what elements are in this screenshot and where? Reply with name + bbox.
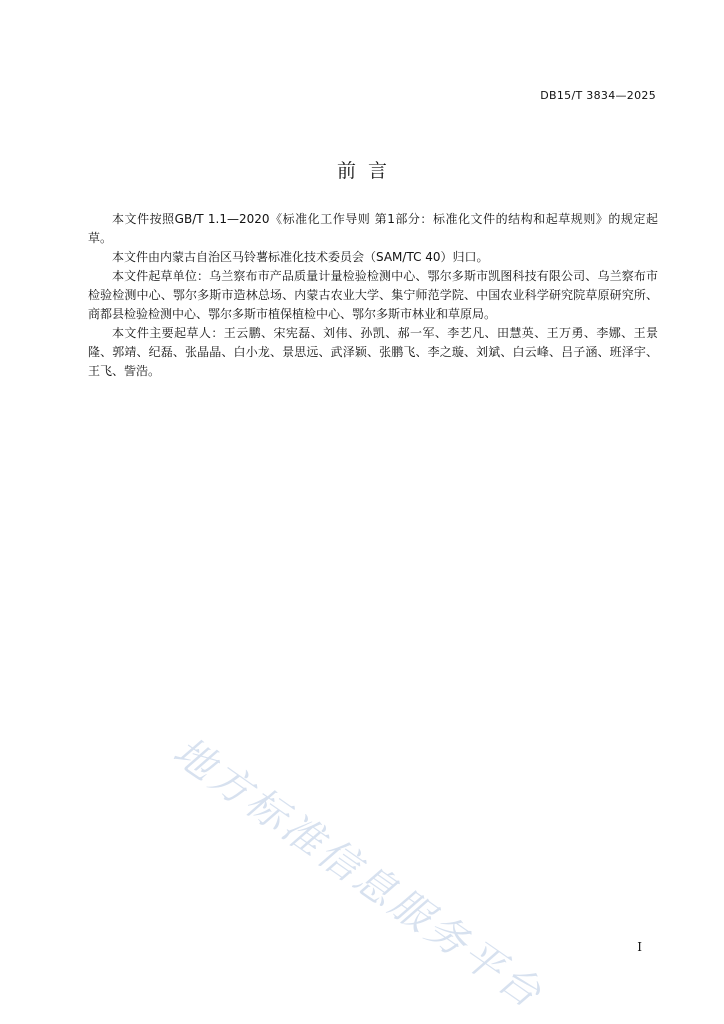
paragraph-drafting-units: 本文件起草单位：乌兰察布市产品质量计量检验检测中心、鄂尔多斯市凯图科技有限公司、乌兰察布市检验检测中心、鄂尔多斯市造林总场、内蒙古农业大学、集宁师范学院、中国农业科学研究院草原研究所、商都县检验检测中心、鄂尔多斯市植保植检中心、鄂尔多斯市林业和草原局。 <box>88 269 658 321</box>
paragraph-drafters: 本文件主要起草人：王云鹏、宋宪磊、刘伟、孙凯、郝一军、李艺凡、田慧英、王万勇、李娜、王景隆、郭靖、纪磊、张晶晶、白小龙、景思远、武泽颖、张鹏飞、李之璇、刘斌、白云峰、吕子涵、班泽宇、王飞、訾浩。 <box>88 326 658 378</box>
watermark: 地方标准信息服务平台 <box>164 728 552 1019</box>
document-code: DB15/T 3834—2025 <box>540 89 656 102</box>
foreword-body <box>88 210 658 381</box>
paragraph-drafting-basis: 本文件按照GB/T 1.1—2020《标准化工作导则 第1部分：标准化文件的结构和起草规则》的规定起草。 <box>88 212 658 245</box>
page-number: I <box>637 940 642 954</box>
paragraph-responsible-committee: 本文件由内蒙古自治区马铃薯标准化技术委员会（SAM/TC 40）归口。 <box>112 250 489 264</box>
section-title: 前 言 <box>336 160 388 182</box>
